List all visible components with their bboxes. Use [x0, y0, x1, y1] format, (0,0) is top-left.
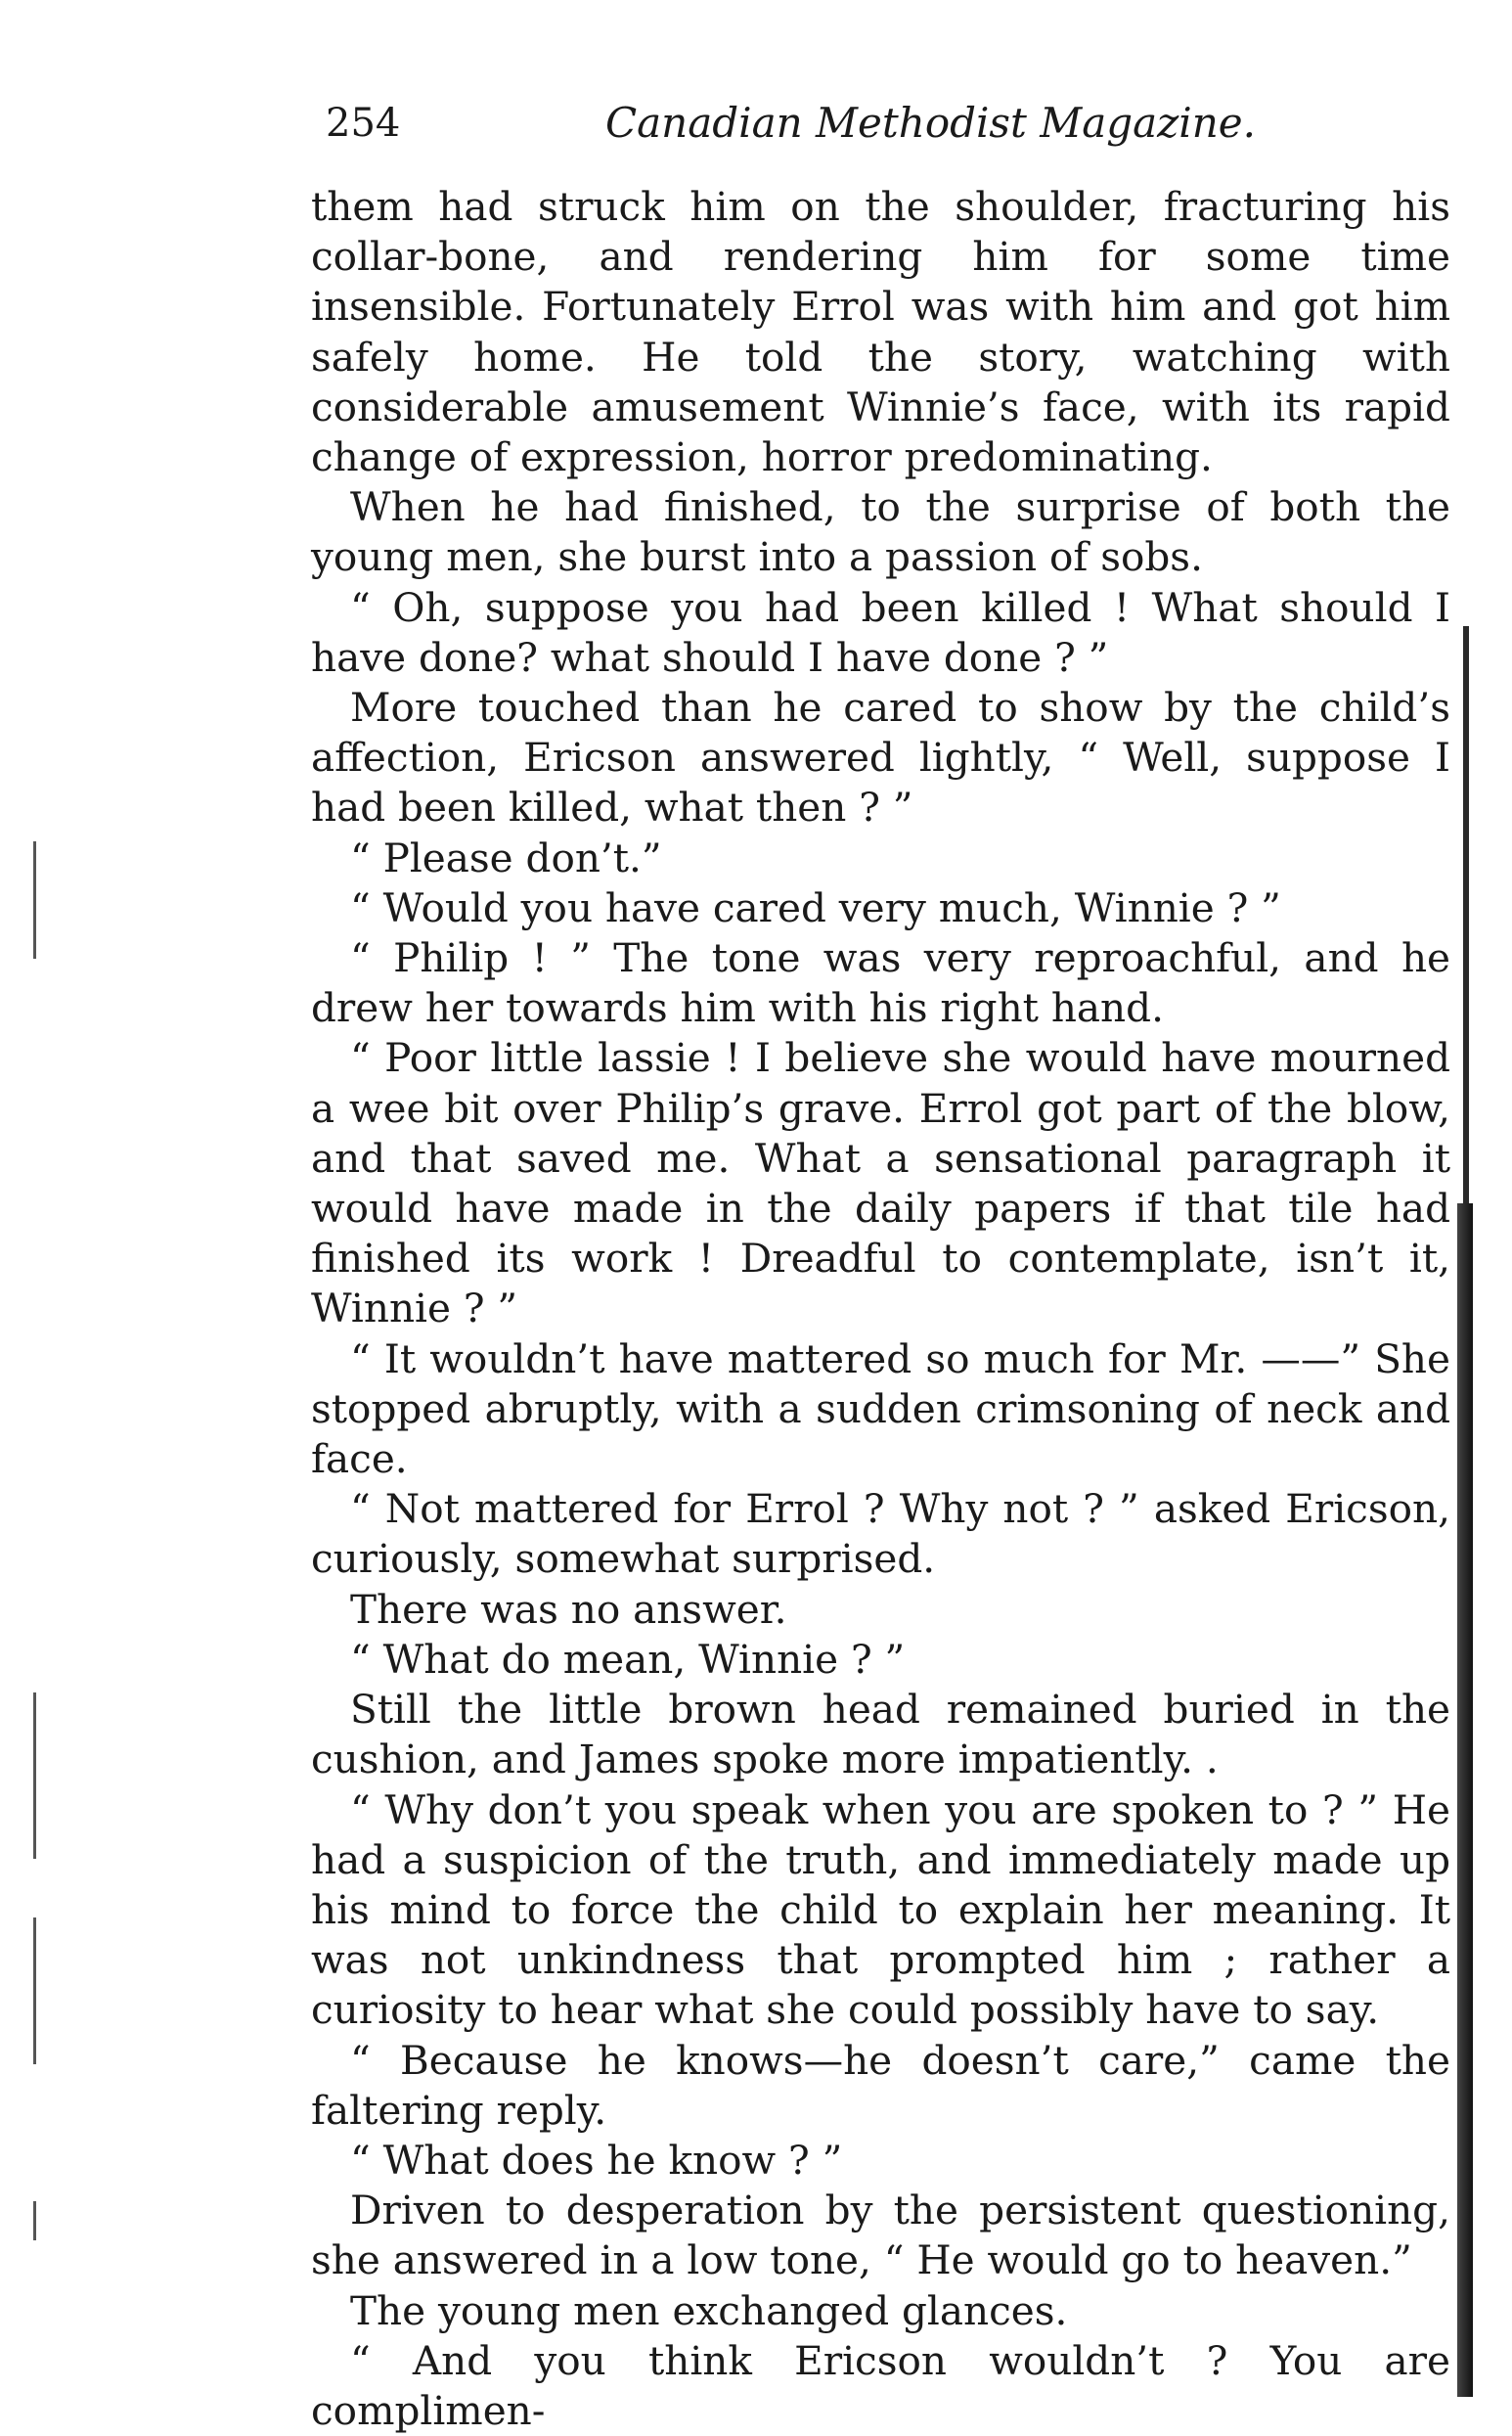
paragraph: “ Would you have cared very much, Winnie ? ” [350, 883, 1281, 931]
paragraph: “ Oh, suppose you had been killed ! What should I have done? what should I have done ? ” [311, 583, 1450, 681]
scan-speck [33, 1692, 36, 1859]
paragraph: Driven to desperation by the persistent questioning, she answered in a low tone, “ He would go to heaven.” [311, 2187, 1450, 2284]
paragraph: Still the little brown head remained buried in the cushion, and James spoke more impatiently. . [311, 1686, 1450, 1783]
paragraph: “ Why don’t you speak when you are spoken to ? ” He had a suspicion of the truth, and immediately made up his mind to force the child to explain her meaning. It was not unkindness that prompted him ; rather a curiosity to hear what she could possibly have to say. [311, 1785, 1450, 2034]
scan-shadow-edge [1463, 626, 1469, 1213]
paragraph: “ Poor little lassie ! I believe she would have mourned a wee bit over Philip’s grave. Errol got part of the blow, and that saved me. What a sensational paragraph it would have made in the daily papers if that tile had finished its work ! Dreadful to contemplate, isn’t it, Winnie ? ” [311, 1034, 1450, 1332]
paragraph: “ What do mean, Winnie ? ” [350, 1635, 906, 1683]
page-number: 254 [326, 101, 401, 146]
paragraph: them had struck him on the shoulder, fracturing his collar-bone, and rendering him for some time insensible. Fortunately Errol was with him and got him safely home. He told the story, watching with considerable amusement Winnie’s face, with its rapid change of expression, horror predominating. [311, 183, 1450, 481]
scan-speck [33, 2201, 36, 2240]
paragraph: “ Please don’t.” [350, 834, 662, 881]
scan-speck [33, 841, 36, 959]
paragraph: “ And you think Ericson wouldn’t ? You are complimen- [311, 2336, 1450, 2434]
paragraph: “ Philip ! ” The tone was very reproachful, and he drew her towards him with his right hand. [311, 934, 1450, 1032]
paragraph: There was no answer. [350, 1585, 787, 1633]
page-header [326, 94, 1256, 153]
running-title: Canadian Methodist Magazine. [605, 99, 1256, 147]
paragraph: “ Because he knows—he doesn’t care,” came the faltering reply. [311, 2036, 1450, 2134]
body-text [311, 182, 1450, 2436]
paragraph: “ What does he know ? ” [350, 2136, 843, 2184]
paragraph: More touched than he cared to show by the child’s affection, Ericson answered lightly, “ Well, suppose I had been killed, what then ? ” [311, 684, 1450, 832]
paragraph: “ It wouldn’t have mattered so much for Mr. ——” She stopped abruptly, with a sudden crimsoning of neck and face. [311, 1334, 1450, 1483]
scan-shadow-edge [1457, 1203, 1473, 2397]
paragraph: “ Not mattered for Errol ? Why not ? ” asked Ericson, curiously, somewhat surprised. [311, 1485, 1450, 1583]
paragraph: The young men exchanged glances. [350, 2286, 1068, 2334]
scan-speck [33, 1917, 36, 2064]
paragraph: When he had finished, to the surprise of both the young men, she burst into a passion of sobs. [311, 483, 1450, 581]
